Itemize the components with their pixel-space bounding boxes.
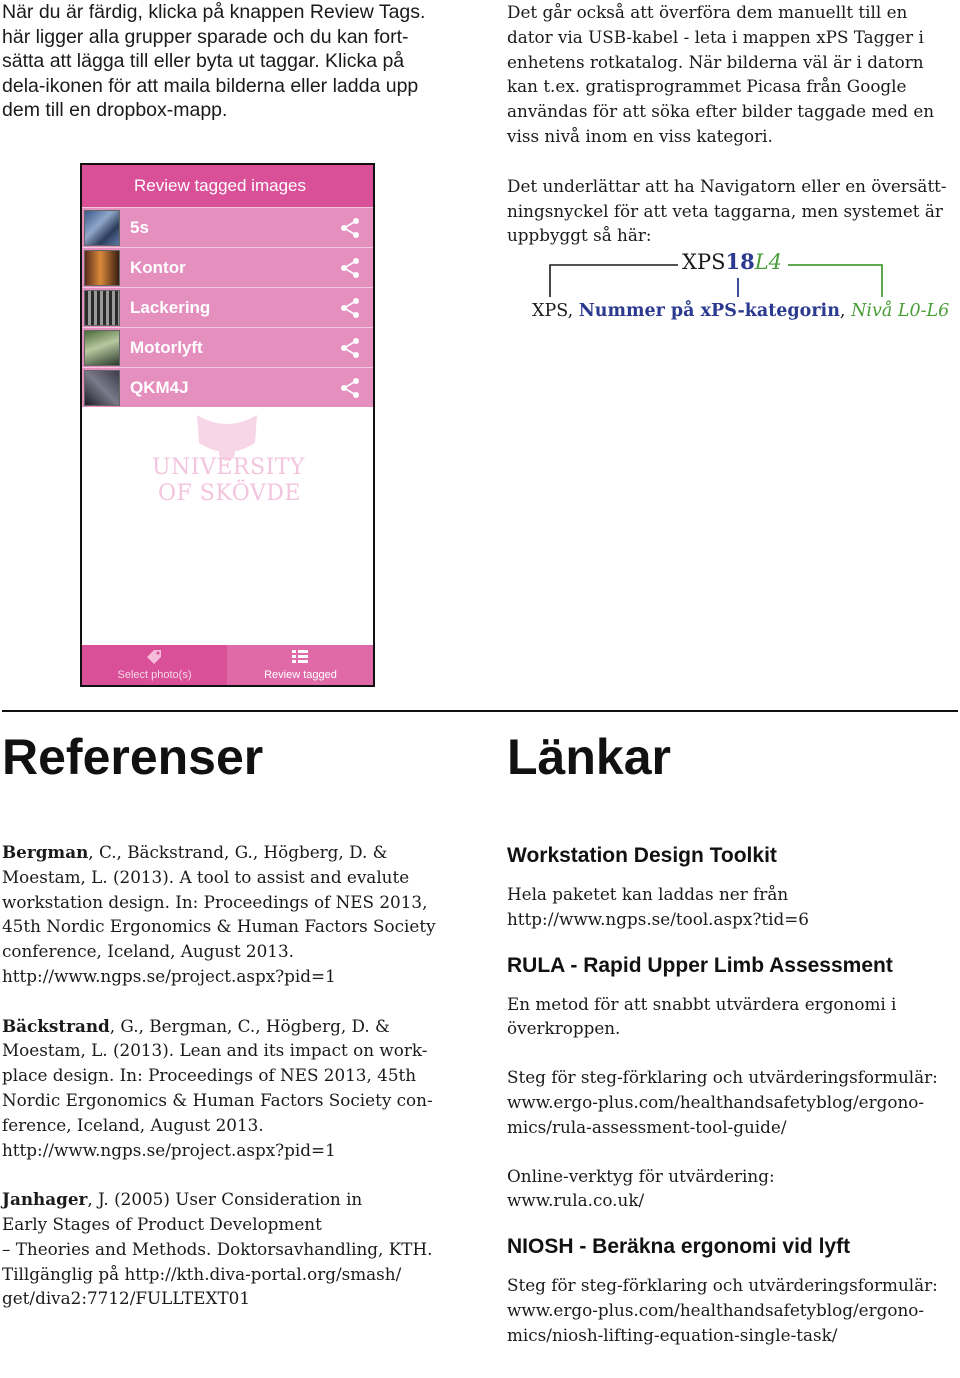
reference-author: Bergman — [2, 842, 89, 862]
link-url[interactable]: mics/niosh-lifting-equation-single-task/ — [507, 1324, 838, 1345]
link-line: En metod för att snabbt utvärdera ergonomi i — [507, 993, 897, 1014]
reference-line: Moestam, L. (2013). A tool to assist and evalute — [2, 866, 410, 887]
link-url[interactable]: http://www.ngps.se/tool.aspx?tid=6 — [507, 908, 809, 929]
reference-first-line-rest: , G., Bergman, C., Högberg, D. & — [109, 1015, 390, 1036]
link-url[interactable]: www.rula.co.uk/ — [507, 1190, 645, 1211]
reference-entry — [2, 840, 462, 989]
app-screenshot — [80, 163, 375, 687]
section-divider — [2, 710, 958, 712]
transfer-line: enhetens rotkatalog. När bilderna väl är i datorn — [507, 51, 924, 72]
link-line: Online-verktyg för utvärdering: — [507, 1165, 775, 1186]
references-list — [2, 840, 462, 1336]
share-icon[interactable] — [339, 337, 361, 359]
link-url[interactable]: www.ergo-plus.com/healthandsafetyblog/ergono- — [507, 1091, 925, 1112]
transfer-line: viss nivå inom en viss kategori. — [507, 125, 773, 146]
tag-group-row[interactable] — [82, 207, 373, 247]
watermark-text-line1: UNIVERSITY — [152, 455, 305, 480]
link-title-niosh: NIOSH - Beräkna ergonomi vid lyft — [507, 1235, 851, 1259]
intro-left-line: dem till en dropbox-mapp. — [2, 99, 228, 122]
share-icon[interactable] — [339, 377, 361, 399]
link-url[interactable]: mics/rula-assessment-tool-guide/ — [507, 1116, 787, 1137]
intro-left-line: När du är färdig, klicka på knappen Review Tags. — [2, 1, 426, 23]
links-list — [507, 842, 959, 1348]
app-footer-tabs — [82, 645, 373, 685]
link-description-rula — [507, 992, 959, 1042]
thumbnail-image — [84, 370, 120, 406]
reference-author: Bäckstrand — [2, 1015, 110, 1036]
xps-code-level: L4 — [754, 250, 783, 274]
references-heading: Referenser — [2, 729, 264, 785]
xps-legend-level: Nivå L0-L6 — [851, 301, 950, 321]
reference-line: – Theories and Methods. Doktorsavhandling, KTH. — [2, 1238, 433, 1259]
tab-select-photos[interactable] — [82, 645, 227, 685]
reference-line: Moestam, L. (2013). Lean and its impact on work- — [2, 1040, 428, 1061]
tag-group-row[interactable] — [82, 287, 373, 327]
reference-link[interactable]: get/diva2:7712/FULLTEXT01 — [2, 1288, 250, 1309]
link-steps-rula — [507, 1065, 959, 1139]
reference-author: Janhager — [2, 1189, 88, 1210]
xps-tag-diagram — [530, 245, 950, 335]
reference-line: workstation design. In: Proceedings of NES 2013, — [2, 891, 428, 912]
tag-group-row[interactable] — [82, 247, 373, 287]
system-line: Det underlättar att ha Navigatorn eller en översätt- — [507, 175, 947, 196]
reference-line: Early Stages of Product Development — [2, 1213, 322, 1234]
reference-first-line — [2, 840, 462, 865]
thumbnail-image — [84, 250, 120, 286]
transfer-line: användas för att söka efter bilder taggade med en — [507, 101, 935, 122]
app-header-title: Review tagged images — [134, 176, 306, 195]
intro-left-line: dela-ikonen för att maila bilderna eller ladda upp — [2, 74, 419, 97]
app-header — [82, 165, 373, 207]
link-url[interactable]: www.ergo-plus.com/healthandsafetyblog/ergono- — [507, 1299, 925, 1320]
tag-group-row[interactable] — [82, 327, 373, 367]
reference-link[interactable]: http://www.ngps.se/project.aspx?pid=1 — [2, 1139, 336, 1160]
xps-connector-black — [550, 265, 678, 297]
watermark-text-line2: OF SKÖVDE — [158, 481, 301, 506]
tag-group-label: 5s — [130, 218, 149, 237]
reference-first-line — [2, 1014, 462, 1039]
tag-group-label: Lackering — [130, 298, 211, 317]
xps-legend-separator: , — [839, 301, 852, 321]
reference-first-line-rest: , J. (2005) User Consideration in — [87, 1189, 363, 1210]
link-online-rula — [507, 1164, 959, 1214]
link-title-rula: RULA - Rapid Upper Limb Assessment — [507, 953, 893, 977]
xps-legend-prefix: XPS, — [532, 301, 579, 321]
reference-link[interactable]: Tillgänglig på http://kth.diva-portal.org/smash/ — [2, 1263, 402, 1284]
xps-code-example — [682, 249, 782, 274]
transfer-line: dator via USB-kabel - leta i mappen xPS Tagger i — [507, 26, 924, 47]
tag-icon — [144, 648, 164, 666]
xps-legend — [532, 301, 949, 321]
reference-entry — [2, 1187, 462, 1311]
share-icon[interactable] — [339, 217, 361, 239]
reference-link[interactable]: http://www.ngps.se/project.aspx?pid=1 — [2, 965, 336, 986]
link-line: Steg för steg-förklaring och utvärderingsformulär: — [507, 1067, 938, 1088]
system-paragraph — [507, 174, 957, 248]
link-steps-niosh — [507, 1273, 959, 1347]
reference-entry — [2, 1014, 462, 1163]
share-icon[interactable] — [339, 257, 361, 279]
links-heading: Länkar — [507, 729, 671, 785]
tab-select-photos-label: Select photo(s) — [117, 669, 192, 681]
transfer-line: Det går också att överföra dem manuellt till en — [507, 2, 908, 22]
tag-group-label: QKM4J — [130, 378, 189, 397]
xps-code-number: 18 — [725, 249, 755, 274]
tag-group-row[interactable] — [82, 367, 373, 407]
link-line: överkroppen. — [507, 1018, 621, 1039]
thumbnail-image — [84, 210, 120, 246]
tag-group-label: Kontor — [130, 258, 186, 277]
intro-left-line: sätta att lägga till eller byta ut taggar. Klicka på — [2, 50, 405, 73]
tab-review-tagged-label: Review tagged — [264, 669, 337, 681]
system-line: ningsnyckel för att veta taggarna, men systemet är — [507, 200, 943, 221]
link-title-wdt: Workstation Design Toolkit — [507, 844, 777, 867]
thumbnail-image — [84, 330, 120, 366]
intro-paragraph-right — [507, 0, 957, 248]
link-description-wdt — [507, 882, 959, 932]
link-line: Hela paketet kan laddas ner från — [507, 884, 789, 904]
tag-group-label: Motorlyft — [130, 338, 203, 357]
share-icon[interactable] — [339, 297, 361, 319]
tab-review-tagged[interactable] — [228, 645, 373, 685]
link-line: Steg för steg-förklaring och utvärderingsformulär: — [507, 1275, 938, 1296]
reference-first-line-rest: , C., Bäckstrand, G., Högberg, D. & — [88, 842, 388, 862]
system-line: uppbyggt så här: — [507, 225, 652, 246]
reference-line: Nordic Ergonomics & Human Factors Society con- — [2, 1089, 433, 1110]
xps-code-prefix: XPS — [682, 250, 726, 274]
reference-line: 45th Nordic Ergonomics & Human Factors Society — [2, 916, 436, 937]
transfer-line: kan t.ex. gratisprogrammet Picasa från Google — [507, 76, 907, 97]
xps-legend-number: Nummer på xPS-kategorin — [578, 301, 840, 321]
transfer-paragraph — [507, 0, 957, 149]
thumbnail-image — [84, 290, 120, 326]
intro-left-line: här ligger alla grupper sparade och du kan fort- — [2, 25, 409, 48]
intro-paragraph-left — [2, 0, 452, 123]
reference-line: conference, Iceland, August 2013. — [2, 941, 294, 962]
xps-connector-green — [788, 265, 882, 297]
list-icon — [290, 648, 310, 666]
reference-line: place design. In: Proceedings of NES 2013, 45th — [2, 1065, 417, 1086]
reference-line: ference, Iceland, August 2013. — [2, 1114, 264, 1135]
reference-first-line — [2, 1187, 462, 1212]
